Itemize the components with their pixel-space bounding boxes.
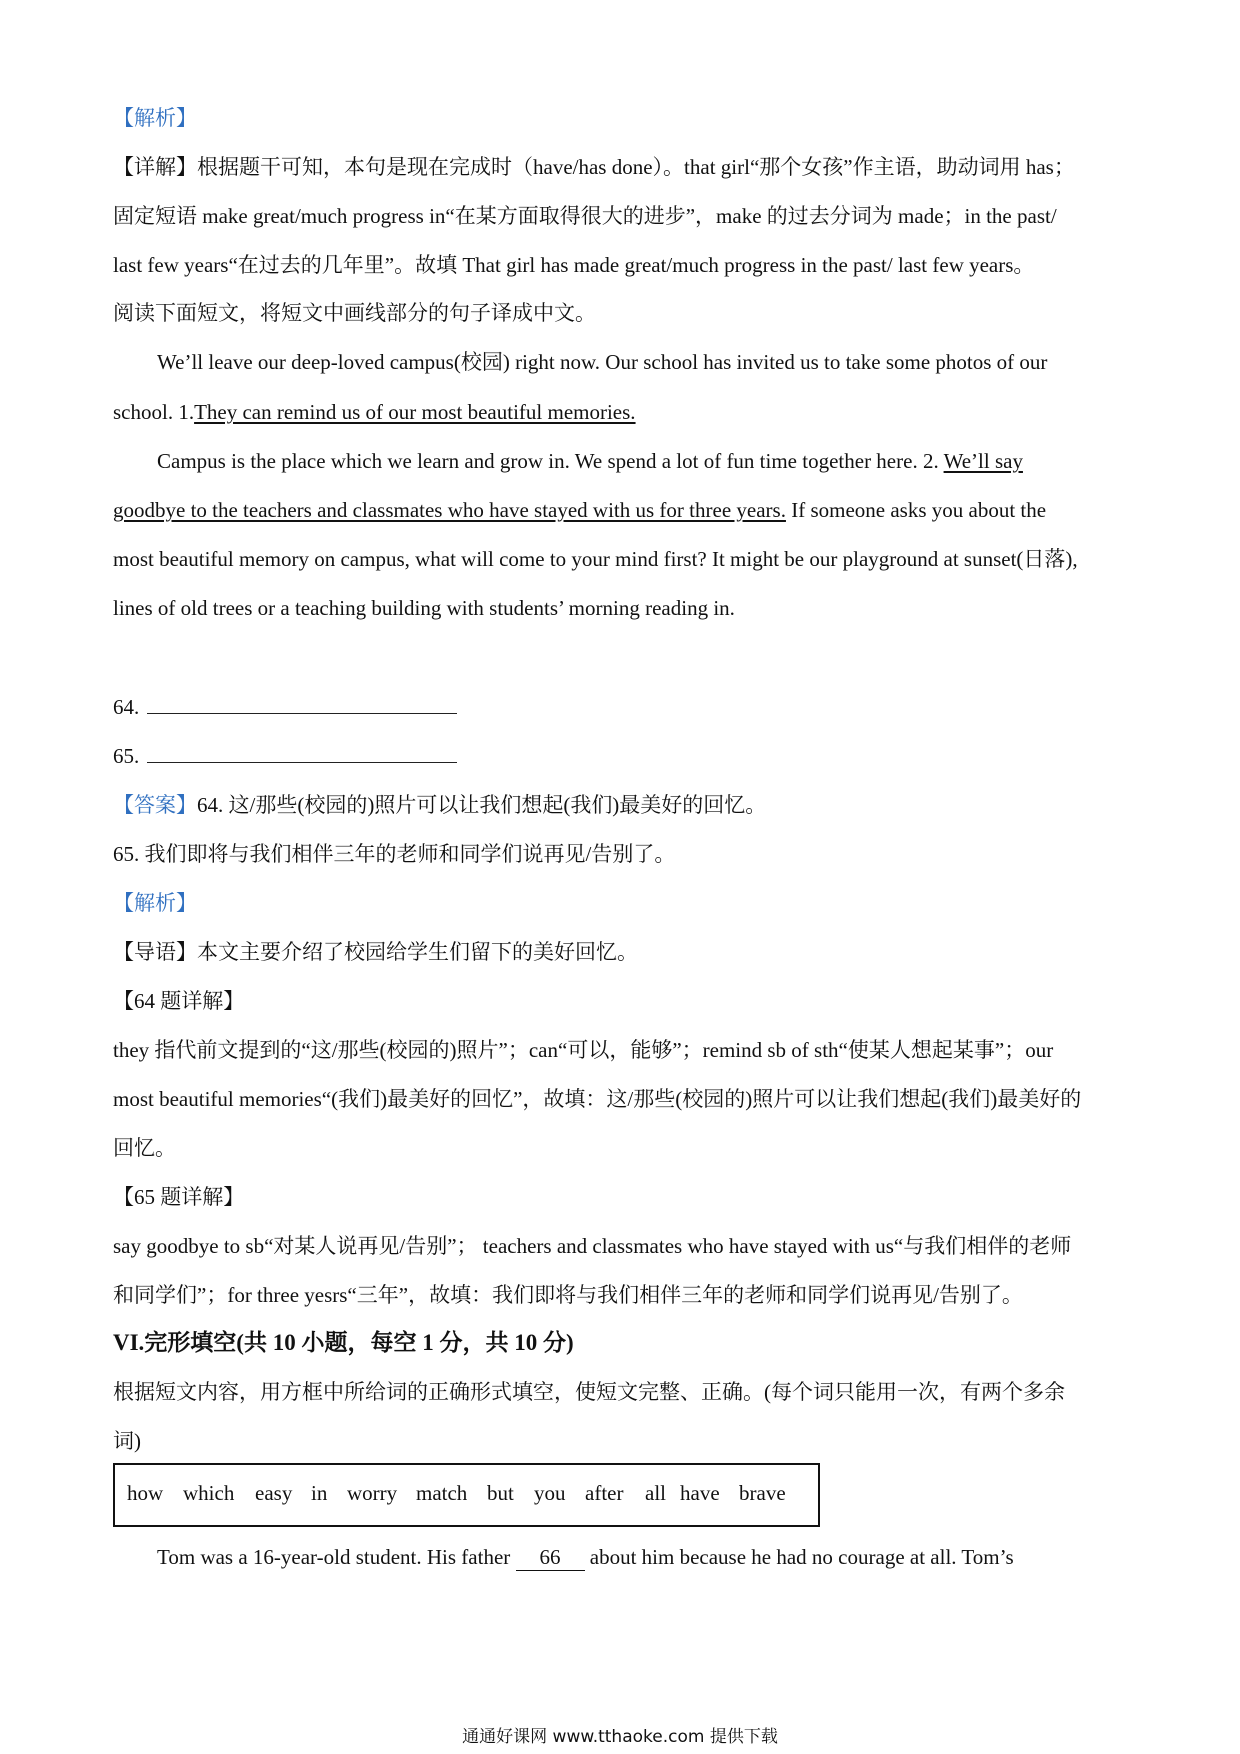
cloze-text: about him because he had no courage at all. Tom’s	[584, 1545, 1014, 1569]
reading-instruction: 阅读下面短文，将短文中画线部分的句子译成中文。	[113, 301, 596, 325]
cloze-blank-66[interactable]: 66	[516, 1544, 585, 1571]
question-65	[113, 741, 457, 771]
detail-65-line-2: 和同学们”；for three yesrs“三年”，故填：我们即将与我们相伴三年的老师和同学们说再见/告别了。	[113, 1283, 1023, 1307]
answer-tag: 【答案】	[113, 793, 197, 817]
passage-line-2	[113, 397, 636, 427]
word-option: which	[183, 1481, 235, 1505]
underlined-sentence-2-end: goodbye to the teachers and classmates who have stayed with us for three years.	[113, 498, 786, 522]
instruction-line-2: 词)	[113, 1429, 141, 1453]
word-option: you	[534, 1481, 566, 1505]
detail-line-1: 【详解】根据题干可知，本句是现在完成时（have/has done）。that girl“那个女孩”作主语，助动词用 has；	[113, 155, 1075, 179]
passage-line-1: We’ll leave our deep-loved campus(校园) right now. Our school has invited us to take some photos of our	[157, 350, 1048, 374]
section-heading: VI.完形填空(共 10 小题，每空 1 分，共 10 分)	[113, 1330, 574, 1355]
answer-blank-64[interactable]	[147, 693, 457, 714]
page-footer: 通通好课网 www.tthaoke.com 提供下载	[462, 1727, 778, 1747]
word-option: have	[680, 1481, 720, 1505]
guide-line: 【导语】本文主要介绍了校园给学生们留下的美好回忆。	[113, 940, 638, 964]
detail-64-line-2: most beautiful memories“(我们)最美好的回忆”，故填：这/那些(校园的)照片可以让我们想起(我们)最美好的	[113, 1087, 1082, 1111]
detail-64-heading: 【64 题详解】	[113, 989, 245, 1013]
analysis-tag: 【解析】	[113, 106, 197, 130]
answer-text: 64. 这/那些(校园的)照片可以让我们想起(我们)最美好的回忆。	[197, 793, 767, 817]
word-option: worry	[347, 1481, 398, 1505]
underlined-sentence-1: They can remind us of our most beautiful memories.	[194, 400, 636, 424]
detail-65-heading: 【65 题详解】	[113, 1185, 245, 1209]
detail-line-3: last few years“在过去的几年里”。故填 That girl has made great/much progress in the past/ last few years。	[113, 253, 1035, 277]
detail-65-line-1: say goodbye to sb“对某人说再见/告别”； teachers and classmates who have stayed with us“与我们相伴的老师	[113, 1234, 1072, 1258]
passage-text: Campus is the place which we learn and grow in. We spend a lot of fun time together here. 2.	[157, 449, 944, 473]
passage-line-4	[113, 495, 1046, 525]
cloze-first-line	[157, 1542, 1014, 1572]
answer-line-65: 65. 我们即将与我们相伴三年的老师和同学们说再见/告别了。	[113, 842, 676, 866]
question-number: 65.	[113, 744, 140, 768]
passage-text: If someone asks you about the	[785, 498, 1047, 522]
word-option: brave	[739, 1481, 786, 1505]
instruction-line-1: 根据短文内容，用方框中所给词的正确形式填空，使短文完整、正确。(每个词只能用一次，有两个多余	[113, 1380, 1065, 1404]
word-box	[113, 1463, 820, 1527]
detail-64-line-1: they 指代前文提到的“这/那些(校园的)照片”；can“可以，能够”；remind sb of sth“使某人想起某事”；our	[113, 1038, 1054, 1062]
question-64	[113, 692, 457, 722]
word-option: easy	[255, 1481, 293, 1505]
cloze-text: Tom was a 16-year-old student. His father	[157, 1545, 516, 1569]
passage-line-3	[157, 446, 1023, 476]
detail-line-2: 固定短语 make great/much progress in“在某方面取得很大的进步”，make 的过去分词为 made；in the past/	[113, 204, 1057, 228]
word-option: how	[127, 1481, 164, 1505]
passage-text: school. 1.	[113, 400, 195, 424]
word-option: after	[585, 1481, 624, 1505]
word-option: all	[645, 1481, 666, 1505]
word-option: in	[311, 1481, 328, 1505]
passage-line-5: most beautiful memory on campus, what will come to your mind first? It might be our playground at sunset(日落),	[113, 547, 1078, 571]
word-option: match	[416, 1481, 468, 1505]
word-option: but	[487, 1481, 514, 1505]
answer-line-64	[113, 790, 766, 820]
answer-blank-65[interactable]	[147, 742, 457, 763]
detail-64-line-3: 回忆。	[113, 1136, 176, 1160]
analysis-tag-2: 【解析】	[113, 891, 197, 915]
underlined-sentence-2-start: We’ll say	[943, 449, 1023, 473]
question-number: 64.	[113, 695, 140, 719]
passage-line-6: lines of old trees or a teaching building with students’ morning reading in.	[113, 596, 735, 620]
